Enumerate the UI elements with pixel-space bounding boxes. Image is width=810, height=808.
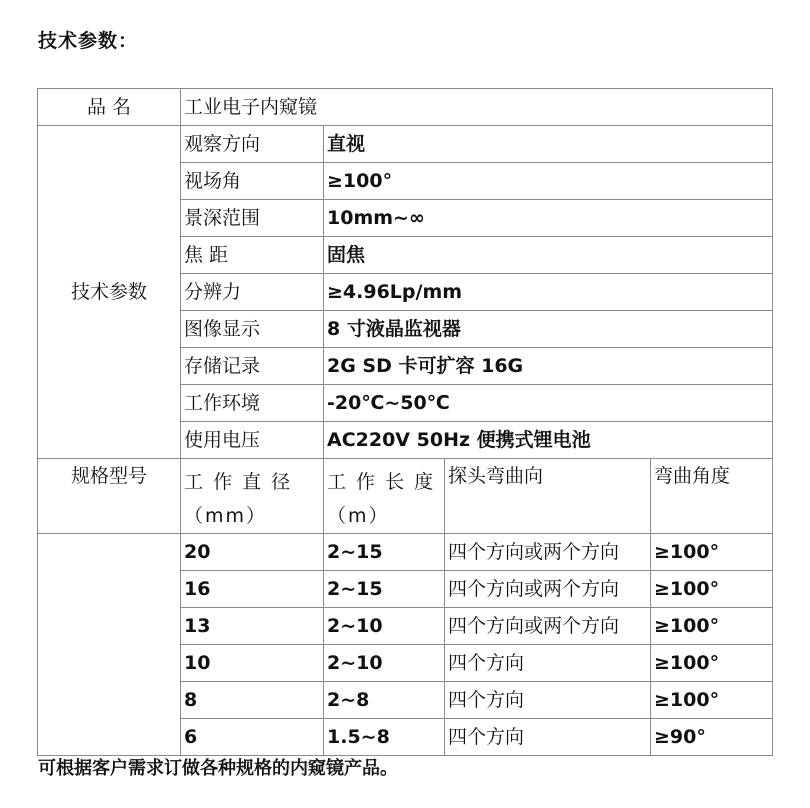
bend-direction-header: 探头弯曲向 bbox=[445, 459, 651, 534]
tech-param-value: -20℃~50℃ bbox=[324, 385, 773, 422]
model-angle: ≥100° bbox=[651, 571, 773, 608]
model-length: 2~15 bbox=[324, 571, 445, 608]
model-length: 2~10 bbox=[324, 608, 445, 645]
tech-param-label: 视场角 bbox=[181, 163, 324, 200]
tech-param-label: 存储记录 bbox=[181, 348, 324, 385]
model-direction: 四个方向 bbox=[445, 719, 651, 756]
tech-param-value: ≥4.96Lp/mm bbox=[324, 274, 773, 311]
model-length: 2~8 bbox=[324, 682, 445, 719]
spec-table bbox=[37, 88, 773, 756]
model-length: 2~15 bbox=[324, 534, 445, 571]
tech-param-label: 景深范围 bbox=[181, 200, 324, 237]
model-length: 1.5~8 bbox=[324, 719, 445, 756]
models-blank-cell bbox=[38, 534, 181, 756]
model-direction: 四个方向 bbox=[445, 645, 651, 682]
model-diameter: 13 bbox=[181, 608, 324, 645]
tech-param-label: 工作环境 bbox=[181, 385, 324, 422]
model-angle: ≥100° bbox=[651, 645, 773, 682]
model-header-row bbox=[38, 459, 773, 534]
product-name-label: 品 名 bbox=[38, 89, 181, 126]
tech-param-value: 2G SD 卡可扩容 16G bbox=[324, 348, 773, 385]
model-diameter: 10 bbox=[181, 645, 324, 682]
product-name-value: 工业电子内窥镜 bbox=[181, 89, 773, 126]
model-direction: 四个方向或两个方向 bbox=[445, 534, 651, 571]
tech-params-group-label: 技术参数 bbox=[38, 126, 181, 459]
tech-param-value: AC220V 50Hz 便携式锂电池 bbox=[324, 422, 773, 459]
model-angle: ≥100° bbox=[651, 682, 773, 719]
tech-param-value: 8 寸液晶监视器 bbox=[324, 311, 773, 348]
model-direction: 四个方向或两个方向 bbox=[445, 571, 651, 608]
footnote: 可根据客户需求订做各种规格的内窥镜产品。 bbox=[38, 758, 398, 779]
model-diameter: 20 bbox=[181, 534, 324, 571]
product-name-row bbox=[38, 89, 773, 126]
tech-param-row bbox=[38, 126, 773, 163]
tech-param-value: ≥100° bbox=[324, 163, 773, 200]
model-row bbox=[38, 534, 773, 571]
model-length: 2~10 bbox=[324, 645, 445, 682]
model-direction: 四个方向 bbox=[445, 682, 651, 719]
tech-param-value: 固焦 bbox=[324, 237, 773, 274]
tech-param-value: 10mm~∞ bbox=[324, 200, 773, 237]
model-angle: ≥100° bbox=[651, 608, 773, 645]
bend-angle-header: 弯曲角度 bbox=[651, 459, 773, 534]
model-diameter: 6 bbox=[181, 719, 324, 756]
model-direction: 四个方向或两个方向 bbox=[445, 608, 651, 645]
model-angle: ≥100° bbox=[651, 534, 773, 571]
length-header: 工 作 长 度（m） bbox=[324, 459, 445, 534]
models-group-label: 规格型号 bbox=[38, 459, 181, 534]
model-diameter: 8 bbox=[181, 682, 324, 719]
tech-param-label: 焦 距 bbox=[181, 237, 324, 274]
tech-param-label: 分辨力 bbox=[181, 274, 324, 311]
tech-param-label: 使用电压 bbox=[181, 422, 324, 459]
tech-param-value: 直视 bbox=[324, 126, 773, 163]
diameter-header: 工 作 直 径（mm） bbox=[181, 459, 324, 534]
tech-param-label: 图像显示 bbox=[181, 311, 324, 348]
tech-param-label: 观察方向 bbox=[181, 126, 324, 163]
section-heading: 技术参数： bbox=[38, 30, 139, 52]
model-angle: ≥90° bbox=[651, 719, 773, 756]
model-diameter: 16 bbox=[181, 571, 324, 608]
